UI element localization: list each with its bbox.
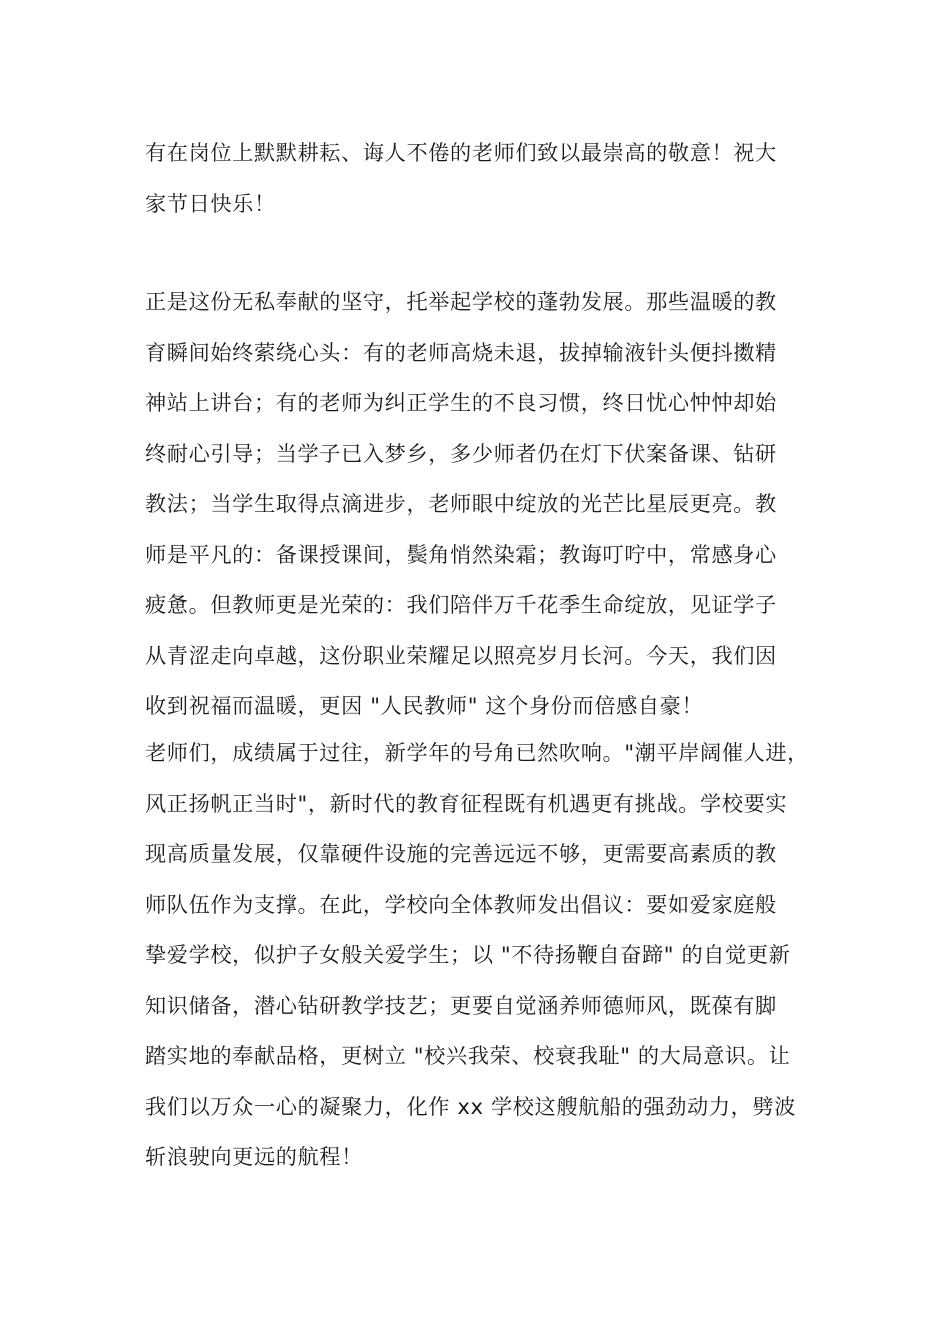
paragraph-line: 正是这份无私奉献的坚守，托举起学校的蓬勃发展。那些温暖的教 — [145, 289, 777, 314]
paragraph-1 — [145, 128, 810, 229]
paragraph-line: 现高质量发展，仅靠硬件设施的完善远远不够，更需要高素质的教 — [145, 841, 777, 866]
paragraph-line: 挚爱学校，似护子女般关爱学生；以 "不待扬鞭自奋蹄" 的自觉更新 — [145, 942, 791, 967]
paragraph-line: 收到祝福而温暖，更因 "人民教师" 这个身份而倍感自豪！ — [145, 693, 704, 718]
paragraph-line: 老师们，成绩属于过往，新学年的号角已然吹响。"潮平岸阔催人进， — [145, 740, 809, 765]
paragraph-2 — [145, 277, 810, 732]
paragraph-line: 斩浪驶向更远的航程！ — [145, 1144, 363, 1169]
paragraph-3 — [145, 728, 810, 1183]
paragraph-line: 踏实地的奉献品格，更树立 "校兴我荣、校衰我耻" 的大局意识。让 — [145, 1043, 791, 1068]
paragraph-line: 知识储备，潜心钻研教学技艺；更要自觉涵养师德师风，既葆有脚 — [145, 992, 777, 1018]
paragraph-line: 风正扬帆正当时"，新时代的教育征程既有机遇更有挑战。学校要实 — [145, 790, 788, 816]
paragraph-line: 育瞬间始终萦绕心头：有的老师高烧未退，拔掉输液针头便抖擞精 — [145, 339, 777, 365]
paragraph-line: 师是平凡的：备课授课间，鬓角悄然染霜；教诲叮咛中，常感身心 — [145, 541, 777, 567]
paragraph-line: 神站上讲台；有的老师为纠正学生的不良习惯，终日忧心忡忡却始 — [145, 390, 777, 415]
paragraph-line: 师队伍作为支撑。在此，学校向全体教师发出倡议：要如爱家庭般 — [145, 891, 777, 917]
paragraph-line: 从青涩走向卓越，这份职业荣耀足以照亮岁月长河。今天，我们因 — [145, 642, 777, 668]
paragraph-line: 我们以万众一心的凝聚力，化作 xx 学校这艘航船的强劲动力，劈波 — [145, 1093, 796, 1119]
paragraph-line: 终耐心引导；当学子已入梦乡，多少师者仍在灯下伏案备课、钻研 — [145, 440, 777, 466]
paragraph-line: 疲惫。但教师更是光荣的：我们陪伴万千花季生命绽放，见证学子 — [145, 592, 777, 617]
paragraph-line: 家节日快乐！ — [145, 190, 276, 216]
paragraph-line: 教法；当学生取得点滴进步，老师眼中绽放的光芒比星辰更亮。教 — [145, 491, 777, 516]
paragraph-line: 有在岗位上默默耕耘、诲人不倦的老师们致以最崇高的敬意！祝大 — [145, 140, 777, 165]
